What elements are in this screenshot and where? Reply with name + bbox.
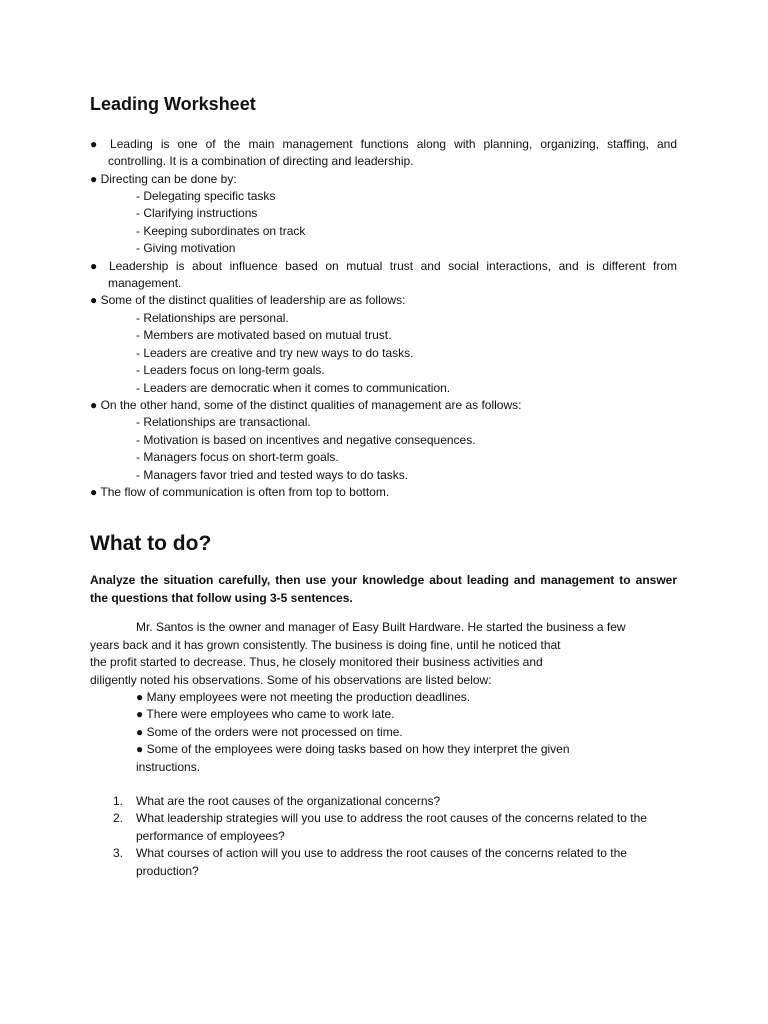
scenario-line: Mr. Santos is the owner and manager of Easy Built Hardware. He started the business a few (136, 620, 626, 634)
sub-item: - Managers focus on short-term goals. (136, 450, 339, 464)
scenario-line: the profit started to decrease. Thus, he closely monitored their business activities and (90, 655, 543, 669)
sub-item: - Motivation is based on incentives and negative consequences. (136, 433, 476, 447)
question-number: 3. (113, 846, 124, 860)
bullet-continuation: management. (108, 276, 182, 290)
sub-item: - Relationships are personal. (136, 311, 289, 325)
bullet-line: ● The flow of communication is often from top to bottom. (90, 485, 390, 499)
bullet-line: ● Leadership is about influence based on mutual trust and social interactions, and is different from (90, 259, 677, 273)
question-number: 2. (113, 811, 124, 825)
sub-item: - Leaders are democratic when it comes to communication. (136, 381, 451, 395)
scenario-line: years back and it has grown consistently. The business is doing fine, until he noticed that (90, 638, 561, 652)
observation-item: ● There were employees who came to work late. (136, 707, 395, 721)
observation-item: ● Some of the orders were not processed on time. (136, 725, 403, 739)
sub-item: - Relationships are transactional. (136, 415, 311, 429)
observation-continuation: instructions. (136, 760, 201, 774)
sub-item: - Keeping subordinates on track (136, 224, 306, 238)
bullet-line: ● Directing can be done by: (90, 172, 237, 186)
bullet-line: ● Some of the distinct qualities of leadership are as follows: (90, 293, 406, 307)
observation-item: ● Some of the employees were doing tasks based on how they interpret the given (136, 742, 570, 756)
bullet-continuation: controlling. It is a combination of directing and leadership. (108, 154, 414, 168)
question-number: 1. (113, 794, 124, 808)
question-text: What are the root causes of the organizational concerns? (136, 794, 441, 808)
sub-item: - Members are motivated based on mutual trust. (136, 328, 392, 342)
sub-item: - Leaders are creative and try new ways to do tasks. (136, 346, 414, 360)
question-text: production? (136, 864, 199, 878)
bullet-line: ● On the other hand, some of the distinct qualities of management are as follows: (90, 398, 522, 412)
sub-item: - Leaders focus on long-term goals. (136, 363, 325, 377)
instructions-line: Analyze the situation carefully, then use your knowledge about leading and management to answer (90, 573, 677, 587)
question-text: What leadership strategies will you use to address the root causes of the concerns related to the (136, 811, 647, 825)
sub-item: - Clarifying instructions (136, 206, 258, 220)
sub-item: - Delegating specific tasks (136, 189, 276, 203)
instructions-line: the questions that follow using 3-5 sentences. (90, 591, 353, 605)
scenario-line: diligently noted his observations. Some of his observations are listed below: (90, 673, 492, 687)
sub-item: - Managers favor tried and tested ways to do tasks. (136, 468, 409, 482)
question-text: What courses of action will you use to address the root causes of the concerns related to the (136, 846, 627, 860)
bullet-line: ● Leading is one of the main management functions along with planning, organizing, staffing, and (90, 137, 677, 151)
question-text: performance of employees? (136, 829, 285, 843)
page-title: Leading Worksheet (90, 94, 256, 114)
sub-item: - Giving motivation (136, 241, 236, 255)
observation-item: ● Many employees were not meeting the production deadlines. (136, 690, 471, 704)
section-title: What to do? (90, 532, 212, 555)
